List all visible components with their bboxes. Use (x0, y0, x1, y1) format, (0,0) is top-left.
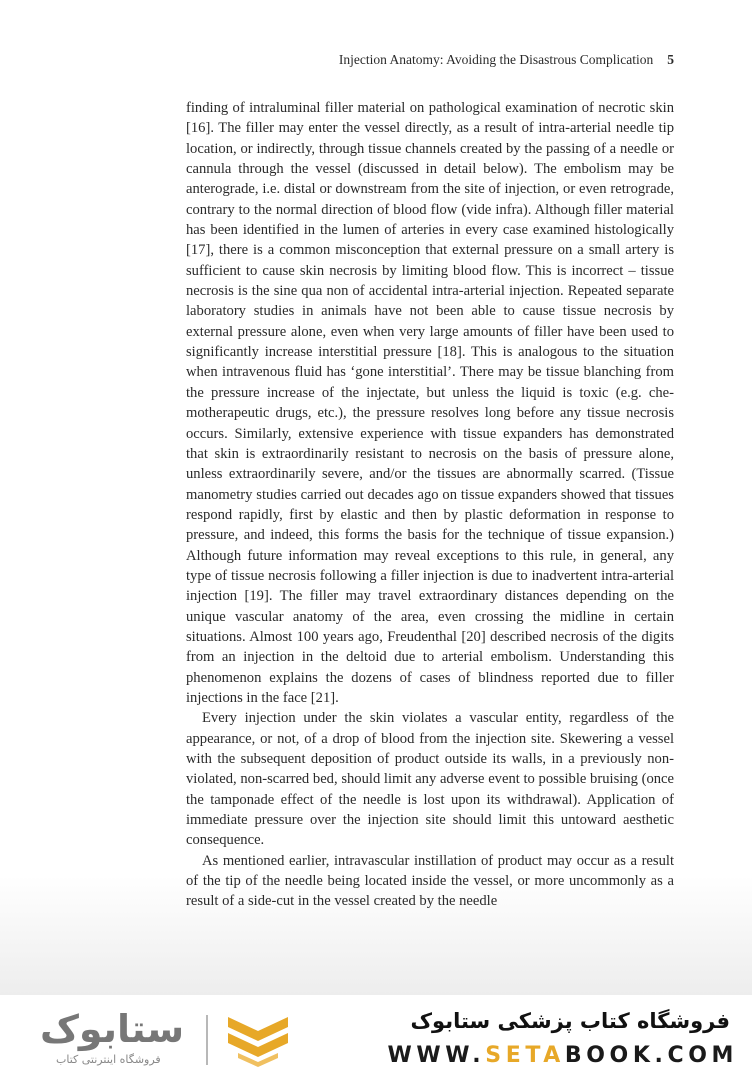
url-highlight: SETA (485, 1043, 565, 1068)
chevron-logo-icon (224, 1011, 292, 1067)
paragraph-2: Every injection under the skin violates a vascular entity, regardless of the appearance, or not, of a drop of blood from the injection site. Skewering a vessel with the subsequent deposition of product outside its walls, in a previously non-violated, non-scarred bed, should limit any adverse event to possible bruising (once the tamponade effect of the needle is lost upon its withdrawal). Application of immediate pressure over the injection site should limit this untoward aesthetic consequence. (186, 710, 674, 849)
page-number: 5 (667, 52, 674, 67)
store-url[interactable] (388, 1043, 739, 1068)
url-prefix: WWW. (387, 1043, 486, 1068)
running-title: Injection Anatomy: Avoiding the Disastrous Complication (338, 52, 654, 67)
setabook-logo (28, 1007, 293, 1069)
store-name: فروشگاه کتاب پزشکی ستابوک (410, 1009, 730, 1033)
logo-divider (206, 1015, 208, 1065)
running-head (186, 52, 674, 68)
logo-text: ستابوک (40, 1007, 185, 1051)
publisher-footer (0, 995, 752, 1079)
paragraph-1: finding of intraluminal filler material on pathological examination of necrotic skin [16]. The filler may enter the vessel directly, as a result of intra-arterial needle tip location, or indirectly, through tissue channels created by the passing of a needle or cannula through the vessel (discussed in detail below). The embolism may be anterograde, i.e. distal or downstream from the site of injection, or even retrograde, contrary to the normal direction of blood flow (vide infra). Although filler material has been identified in the lumen of arteries in every case examined histologically [17], there is a common misconception that external pressure on a small artery is sufficient to cause skin necrosis by limiting blood flow. This is incorrect – tissue necrosis is the sine qua non of accidental intra-arterial injection. Repeated separate laboratory studies in animals have not been able to cause tissue necrosis by external pressure alone, even when very large amounts of filler have been used to significantly increase interstitial pressure [18]. This is analogous to the situation when intravenous fluid has ‘gone interstitial’. There may be tissue blanching from the pressure increase of the injectate, but unless the liquid is toxic (e.g. chemotherapeutic drugs, etc.), the pressure resolves long before any tissue necrosis occurs. Similarly, extensive experience with tissue expanders has demonstrated that skin is extraordinarily resistant to necrosis on the basis of pressure alone, unless extraordinarily severe, and/or the tissues are abnormally scarred. (Tissue manometry studies carried out decades ago on tissue expanders showed that tissues respond rapidly, first by elastic and then by plastic deformation in response to pressure, and indeed, this forms the basis for the technique of tissue expansion.) Although future information may reveal exceptions to this rule, in general, any type of tissue necrosis following a filler injection is due to inadvertent intra-arterial injection [19]. The filler may travel extraordinary distances depending on the unique vascular anatomy of the area, even crossing the midline in certain situations. Almost 100 years ago, Freudenthal [20] described necrosis of the digits from an injection in the deltoid due to arterial embolism. Understanding this phenomenon explains the dozens of cases of blindness reported due to filler injections in the face [21]. (186, 100, 674, 706)
logo-subtitle: فروشگاه اینترنتی کتاب (56, 1053, 161, 1066)
paragraph-3: As mentioned earlier, intravascular instillation of product may occur as a result of the tip of the needle being located inside the vessel, or more uncommonly as a result of a side-cut in the vessel created by the needle (186, 852, 674, 910)
url-suffix: BOOK.COM (564, 1043, 738, 1068)
body-text (186, 98, 674, 912)
